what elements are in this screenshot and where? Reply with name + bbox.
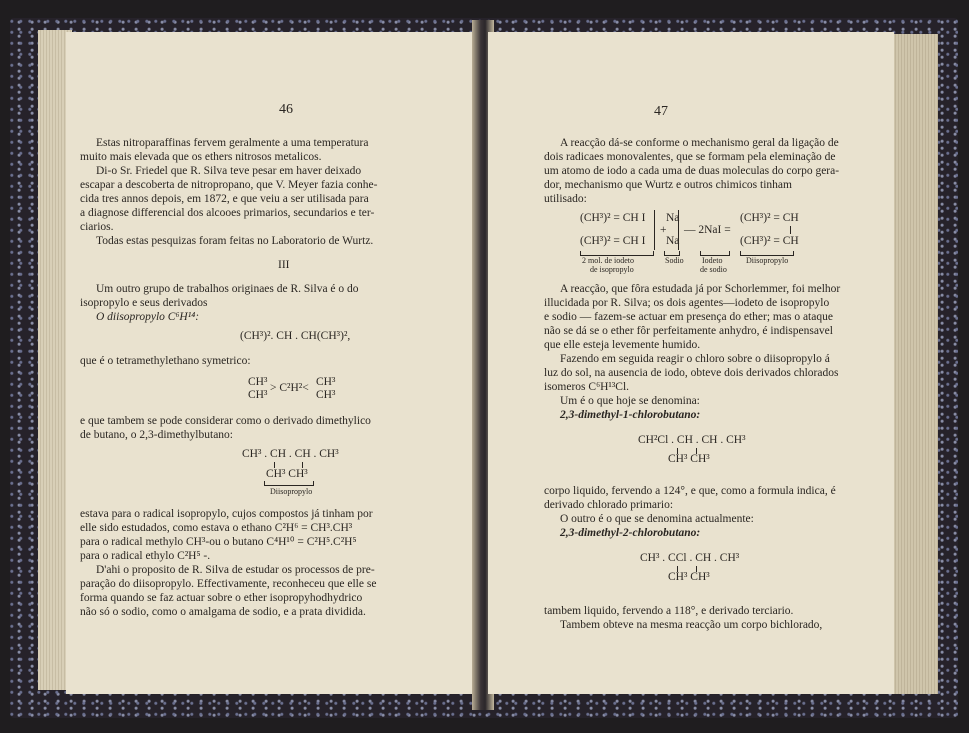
equation-sodium: Na — [666, 235, 680, 247]
text-line: cida tres annos depois, em 1872, e que veiu a ser utilisada para — [80, 193, 369, 205]
formula: CH³ CH³ — [668, 571, 710, 583]
text-line: D'ahi o proposito de R. Silva de estudar os processos de pre- — [96, 564, 375, 576]
text-line: Di-o Sr. Friedel que R. Silva teve pesar em haver deixado — [96, 165, 362, 177]
text-line: e sodio — fazem-se actuar em presença do ether; mas o ataque — [544, 311, 833, 323]
text-line: A reacção dá-se conforme o mechanismo geral da ligação de — [560, 137, 839, 149]
formula: CH³ . CH . CH . CH³ — [242, 448, 339, 460]
formula: CH³ CH³ — [668, 453, 710, 465]
formula: CH³ — [248, 389, 268, 401]
text-line: e que tambem se pode considerar como o derivado dimethylico — [80, 415, 371, 427]
equation-reactant: (CH³)² = CH I — [580, 235, 646, 247]
eq-line — [654, 210, 655, 250]
text-line: forma quando se faz actuar sobre o ether isopropyhodhydrico — [80, 592, 363, 604]
formula: CH³ — [248, 376, 268, 388]
page-number: 47 — [654, 104, 668, 119]
equation-label: Iodeto — [702, 256, 723, 265]
text-line: um atomo de iodo a cada uma de duas moleculas do corpo gera- — [544, 165, 840, 177]
formula: CH²Cl . CH . CH . CH³ — [638, 434, 746, 446]
text-line: elle sido estudados, como estava o ethano C²H⁶ = CH³.CH³ — [80, 522, 353, 534]
text-line: para o radical methylo CH³-ou o butano C⁴H¹⁰ = C²H⁵.C²H⁵ — [80, 536, 357, 548]
text-line: escapar a descoberta de nitropropano, que V. Meyer fazia conhe- — [80, 179, 378, 191]
text-line: que é o tetramethylethano symetrico: — [80, 355, 251, 367]
text-line: para o radical ethylo C²H⁵ -. — [80, 550, 211, 562]
formula-label: Diisopropylo — [270, 487, 313, 496]
text-line: Todas estas pesquizas foram feitas no Laboratorio de Wurtz. — [96, 235, 374, 247]
formula: CH³ . CCl . CH . CH³ — [640, 552, 740, 564]
text-line: utilisado: — [544, 193, 587, 205]
bond-line — [790, 226, 791, 234]
text-line: paração do diisopropylo. Effectivamente, reconheceu que elle se — [80, 578, 377, 590]
text-line: muito mais elevada que os ethers nitrosos metalicos. — [80, 151, 322, 163]
equation-sodium: Na — [666, 212, 680, 224]
equation-label: Sodio — [665, 256, 684, 265]
text-line: O diisopropylo C⁶H¹⁴: — [96, 311, 200, 323]
text-line: a diagnose differencial dos alcooes primarios, secundarios e ter- — [80, 207, 375, 219]
text-line: 2,3-dimethyl-2-chlorobutano: — [560, 527, 701, 539]
page-edges-right — [890, 34, 938, 694]
equation-middle: — 2NaI = — [684, 224, 731, 236]
equation-reactant: (CH³)² = CH I — [580, 212, 646, 224]
formula: CH³ CH³ — [266, 468, 308, 480]
text-line: não se dá se o ether fôr perfeitamente anhydro, é indispensavel — [544, 325, 833, 337]
text-line: corpo liquido, fervendo a 124°, e que, como a formula indica, é — [544, 485, 836, 497]
text-line: que elle esteja levemente humido. — [544, 339, 701, 351]
equation-label: Diisopropylo — [746, 256, 789, 265]
equation-product: (CH³)² = CH — [740, 235, 799, 247]
equation-plus: + — [660, 224, 667, 236]
text-line: O outro é o que se denomina actualmente: — [560, 513, 754, 525]
equation-label: de isopropylo — [590, 265, 634, 274]
section-heading: III — [278, 259, 290, 271]
text-line: Um outro grupo de trabalhos originaes de R. Silva é o do — [96, 283, 359, 295]
text-line: isomeros C⁶H¹³Cl. — [544, 381, 630, 393]
equation-label: 2 mol. de iodeto — [582, 256, 634, 265]
formula: > C²H²< — [270, 382, 309, 394]
equation-label: de sodio — [700, 265, 727, 274]
text-line: não só o sodio, como o amalgama de sodio, e a prata dividida. — [80, 606, 366, 618]
text-line: A reacção, que fôra estudada já por Schorlemmer, foi melhor — [560, 283, 841, 295]
brace — [264, 481, 314, 486]
right-page — [488, 32, 894, 694]
text-line: tambem liquido, fervendo a 118°, e derivado terciario. — [544, 605, 794, 617]
text-line: isopropylo e seus derivados — [80, 297, 208, 309]
formula: CH³ — [316, 389, 336, 401]
text-line: estava para o radical isopropylo, cujos compostos já tinham por — [80, 508, 373, 520]
text-line: Um é o que hoje se denomina: — [560, 395, 700, 407]
formula: (CH³)². CH . CH(CH³)², — [240, 330, 351, 342]
text-line: Tambem obteve na mesma reacção um corpo bichlorado, — [560, 619, 823, 631]
page-number: 46 — [279, 102, 293, 117]
left-page — [66, 32, 476, 694]
text-line: dor, mechanismo que Wurtz e outros chimicos tinham — [544, 179, 792, 191]
text-line: Estas nitroparaffinas fervem geralmente a uma temperatura — [96, 137, 369, 149]
text-line: illucidada por R. Silva; os dois agentes—iodeto de isopropylo — [544, 297, 830, 309]
text-line: ciarios. — [80, 221, 114, 233]
text-line: luz do sol, na ausencia de iodo, obteve dois derivados chlorados — [544, 367, 839, 379]
text-line: Fazendo em seguida reagir o chloro sobre o diisopropylo á — [560, 353, 830, 365]
text-line: 2,3-dimethyl-1-chlorobutano: — [560, 409, 701, 421]
text-line: derivado chlorado primario: — [544, 499, 674, 511]
text-line: dois radicaes monovalentes, que se formam pela eleminação de — [544, 151, 836, 163]
equation-product: (CH³)² = CH — [740, 212, 799, 224]
text-line: de butano, o 2,3-dimethylbutano: — [80, 429, 233, 441]
formula: CH³ — [316, 376, 336, 388]
